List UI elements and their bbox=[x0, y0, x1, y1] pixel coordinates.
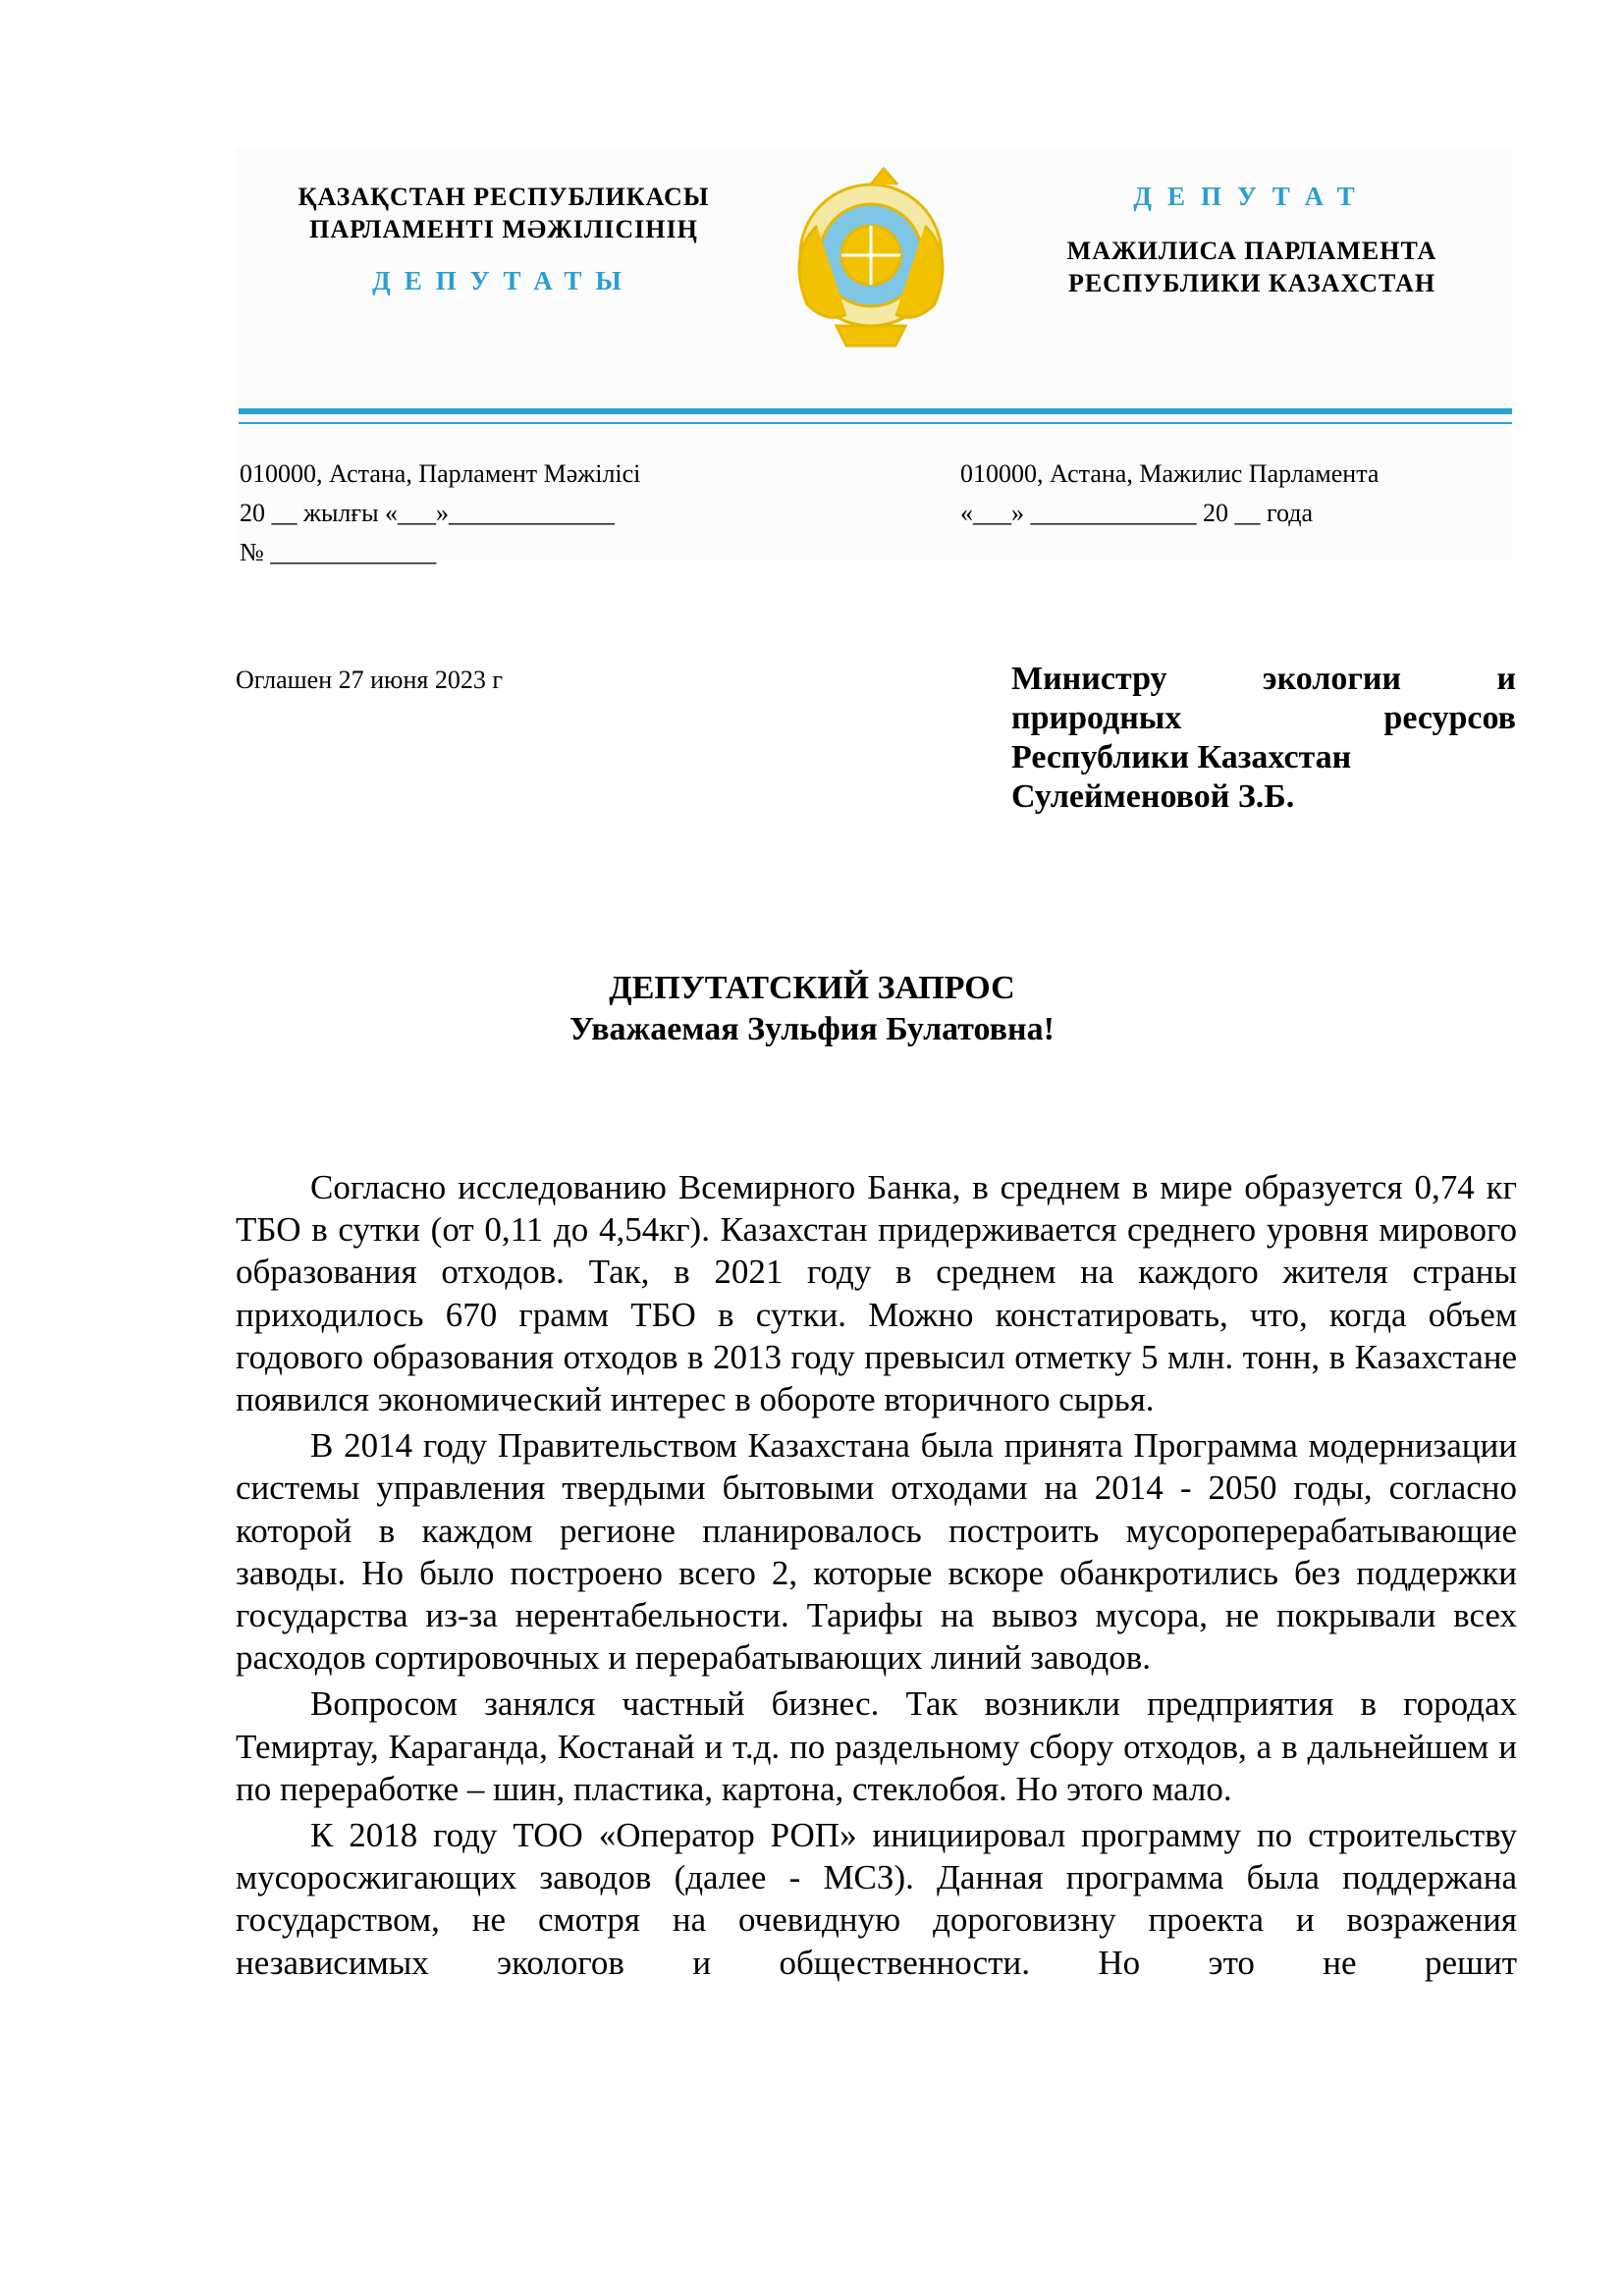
recipient-line1: Министру экологии и bbox=[1011, 661, 1516, 697]
letterhead-divider-thick bbox=[239, 408, 1512, 414]
letterhead-russian-deputy: ДЕПУТАТ bbox=[1133, 182, 1371, 211]
recipient-block bbox=[1011, 660, 1516, 817]
body-paragraph-3: Вопросом занялся частный бизнес. Так возникли предприятия в городах Темиртау, Караганда, Костанай и т.д. по раздельному сбору отходов, а в дальнейшем и по переработке – шин, пластика, картона, стеклобоя. Но этого мало. bbox=[236, 1684, 1517, 1808]
recipient-line4: Сулейменовой З.Б. bbox=[1011, 778, 1295, 815]
address-russian-line1: 010000, Астана, Мажилис Парламента bbox=[960, 459, 1380, 488]
address-kazakh-line1: 010000, Астана, Парламент Мәжілісі bbox=[240, 459, 641, 488]
letterhead-kazakh-line1: ҚАЗАҚСТАН РЕСПУБЛИКАСЫ bbox=[298, 183, 710, 211]
body-paragraph-4: К 2018 году ТОО «Оператор РОП» инициировал программу по строительству мусоросжигающих заводов (далее - МСЗ). Данная программа была поддержана государством, не смотря на очевидную дороговизну проекта и возражения независимых экологов и общественности. Но это не решит bbox=[236, 1816, 1517, 1982]
letterhead-kazakh-deputy: ДЕПУТАТЫ bbox=[372, 266, 635, 295]
salutation: Уважаемая Зульфия Булатовна! bbox=[569, 1011, 1055, 1047]
address-kazakh-date: 20 __ жылғы «___»_____________ bbox=[240, 499, 616, 527]
address-kazakh-number: № _____________ bbox=[240, 538, 437, 566]
letterhead-divider-thin bbox=[239, 422, 1512, 424]
recipient-line2: природных ресурсов bbox=[1011, 700, 1516, 736]
address-russian bbox=[960, 454, 1379, 533]
letterhead-russian-line1: МАЖИЛИСА ПАРЛАМЕНТА bbox=[1066, 237, 1437, 265]
address-kazakh bbox=[240, 454, 640, 572]
announced-date: Оглашен 27 июня 2023 г bbox=[236, 666, 503, 694]
document-title: ДЕПУТАТСКИЙ ЗАПРОС bbox=[609, 970, 1015, 1006]
address-russian-date: «___» _____________ 20 __ года bbox=[960, 499, 1314, 527]
letterhead-russian bbox=[1031, 181, 1473, 299]
document-body bbox=[236, 1166, 1517, 1984]
recipient-line3: Республики Казахстан bbox=[1011, 739, 1352, 775]
letterhead-kazakh-line2: ПАРЛАМЕНТІ МӘЖІЛІСІНІҢ bbox=[309, 215, 698, 243]
state-emblem-icon bbox=[768, 157, 974, 353]
body-paragraph-1: Согласно исследованию Всемирного Банка, в среднем в мире образуется 0,74 кг ТБО в сутки (от 0,11 до 4,54кг). Казахстан придерживается среднего уровня мирового образования отходов. Так, в 2021 году в среднем на каждого жителя страны приходилось 670 грамм ТБО в сутки. Можно констатировать, что, когда объем годового образования отходов в 2013 году превысил отметку 5 млн. тонн, в Казахстане появился экономический интерес в обороте вторичного сырья. bbox=[236, 1168, 1517, 1419]
letterhead-russian-line2: РЕСПУБЛИКИ КАЗАХСТАН bbox=[1067, 269, 1436, 297]
body-paragraph-2: В 2014 году Правительством Казахстана была принята Программа модернизации системы управления твердыми бытовыми отходами на 2014 - 2050 годы, согласно которой в каждом регионе планировалось построить мусороперерабатывающие заводы. Но было построено всего 2, которые вскоре обанкротились без поддержки государства из-за нерентабельности. Тарифы на вывоз мусора, не покрывали всех расходов сортировочных и перерабатывающих линий заводов. bbox=[236, 1426, 1517, 1678]
letterhead-kazakh bbox=[283, 181, 725, 297]
